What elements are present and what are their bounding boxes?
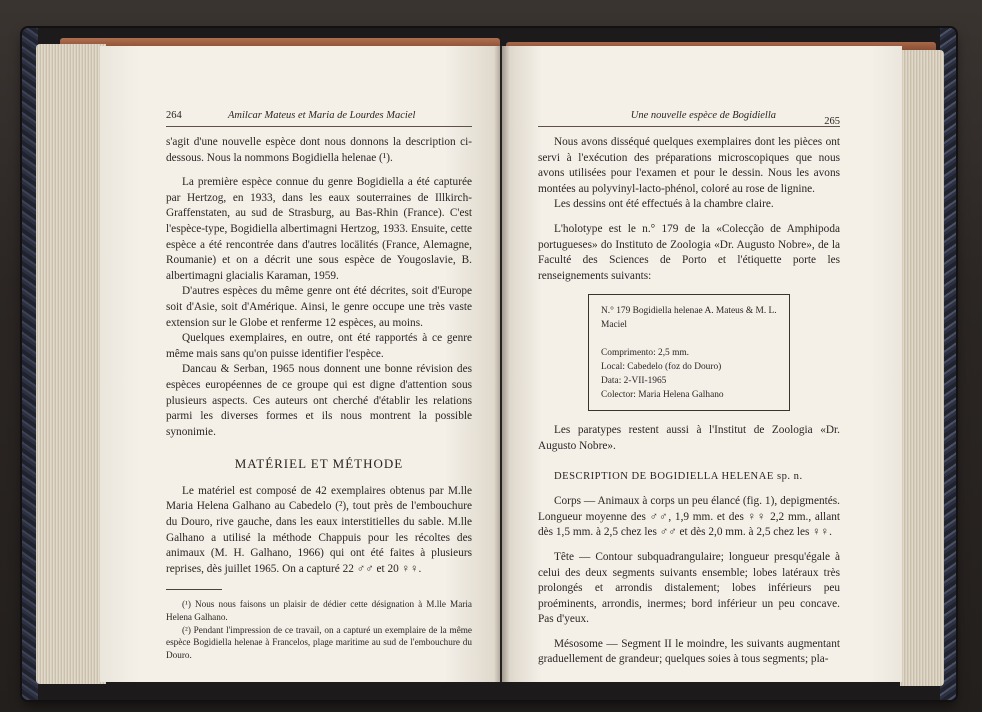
page-number: 265 xyxy=(824,116,840,127)
paragraph: L'holotype est le n.° 179 de la «Colecção de Amphipoda portugueses» do Instituto de Zoologia «Dr. Augusto Nobre», de la Faculté des Sciences de Porto et l'étiquette porte les renseignements suivants: xyxy=(538,222,840,282)
paragraph: Dancau & Serban, 1965 nous donnent une bonne révision des espèces européennes de ce groupe qui est digne d'attention sous plusieurs aspects. Ces auteurs ont cherché d'établir les relations parmi les diverses formes et ils nous montrent la possible synonimie. xyxy=(166,363,472,438)
paragraph: Tête — Contour subquadrangulaire; longueur presqu'égale à celui des deux segments suivants ensemble; lobes latéraux très prolongés et arrondis distalement; lobes inférieurs peu proéminents, arrondis, inermes; bord inférieur un peu concave. Pas d'yeux. xyxy=(538,550,840,626)
footnotes xyxy=(166,598,472,661)
footnote: (²) Pendant l'impression de ce travail, on a capturé un exemplaire de la même espèce Bogidiella helenae à Francelos, plage maritime au sud de l'embouchure du Douro. xyxy=(166,624,472,660)
label-line: Colector: Maria Helena Galhano xyxy=(601,390,724,401)
book-gutter xyxy=(494,46,510,682)
paragraph: Les dessins ont été effectués à la chambre claire. xyxy=(554,198,774,211)
label-line: Comprimento: 2,5 mm. xyxy=(601,348,690,359)
right-page-text xyxy=(538,108,840,668)
running-head: Une nouvelle espèce de Bogidiella xyxy=(630,110,776,121)
label-line: N.° 179 Bogidiella helenae A. Mateus & M. L. Maciel xyxy=(601,306,777,331)
description-title: DESCRIPTION DE BOGIDIELLA HELENAE sp. n. xyxy=(554,470,803,482)
left-page-text xyxy=(166,108,472,661)
label-line: Local: Cabedelo (foz do Douro) xyxy=(601,362,722,373)
paragraph: s'agit d'une nouvelle espèce dont nous donnons la description ci-dessous. Nous la nommons Bogidiella helenae (¹). xyxy=(166,136,472,164)
paragraph: La première espèce connue du genre Bogidiella a été capturée par Hertzog, en 1933, dans les eaux souterraines de Illkirch-Graffenstaten, au sud de Strasburg, au Bas-Rhin (France). C'est l'espèce-type, Bogidiella albertimagni Hertzog, 1933. Ensuite, cette espèce a été rencontrée dans d'autres locälités (France, Alemagne, Roumanie) et on a décrit une sous espèce de Yougoslavie, B. albertimagni glacialis Karaman, 1959. xyxy=(166,176,472,282)
right-page-header xyxy=(538,108,840,127)
left-page-header xyxy=(166,108,472,127)
paragraph: D'autres espèces du même genre ont été décrites, soit d'Europe soit d'Asie, soit d'Amérique. Ainsi, le genre occupe une très vaste extension sur le Globe et renferme 12 espèces, au moins. xyxy=(166,285,472,329)
footnote-rule xyxy=(166,589,222,590)
paragraph: Quelques exemplaires, en outre, ont été rapportés à ce genre même mais sans qu'on puisse identifier l'espèce. xyxy=(166,332,472,360)
paragraph: Corps — Animaux à corps un peu élancé (fig. 1), depigmentés. Longueur moyenne des ♂♂, 1,9 mm. et des ♀♀ 2,2 mm., allant dès 1,5 mm. à 2,5 chez les ♂♂ et dès 2,0 mm. à 2,5 chez les ♀♀. xyxy=(538,495,840,539)
paragraph: Mésosome — Segment II le moindre, les suivants augmentant graduellement de grandeur; quelques soies à tous segments; pla- xyxy=(538,637,840,666)
footnote: (¹) Nous nous faisons un plaisir de dédier cette désignation à M.lle Maria Helena Galhano. xyxy=(166,599,472,623)
label-line: Data: 2-VII-1965 xyxy=(601,376,667,387)
paragraph: Nous avons disséqué quelques exemplaires dont les pièces ont servi à l'exécution des préparations microscopiques que nous avons utilisées pour l'examen et pour le dessin. Nous les avons montées au polyvinyl-lacto-phénol, coloré au rose de lignine. xyxy=(538,136,840,195)
page-stack-right xyxy=(900,50,944,686)
left-page xyxy=(100,46,500,682)
paragraph: Les paratypes restent aussi à l'Institut de Zoologia «Dr. Augusto Nobre». xyxy=(538,424,840,452)
running-head: Amilcar Mateus et Maria de Lourdes Maciel xyxy=(228,110,416,121)
section-title: MATÉRIEL ET MÉTHODE xyxy=(234,456,404,472)
page-stack-left xyxy=(36,44,106,684)
right-page xyxy=(502,46,902,682)
page-number: 264 xyxy=(166,110,182,121)
specimen-label-box xyxy=(588,294,790,411)
paragraph: Le matériel est composé de 42 exemplaires obtenus par M.lle Maria Helena Galhano au Cabedelo (²), tout près de l'embouchure du Douro, rive gauche, dans les eaux interstitielles du sable. M.lle Galhano a utilisé la méthode Chappuis pour les récoltes des animaux (M. H. Galhano, 1966) qui ont été faites à plusieurs reprises, dès juillet 1965. On a capturé 22 ♂♂ et 20 ♀♀. xyxy=(166,484,472,575)
